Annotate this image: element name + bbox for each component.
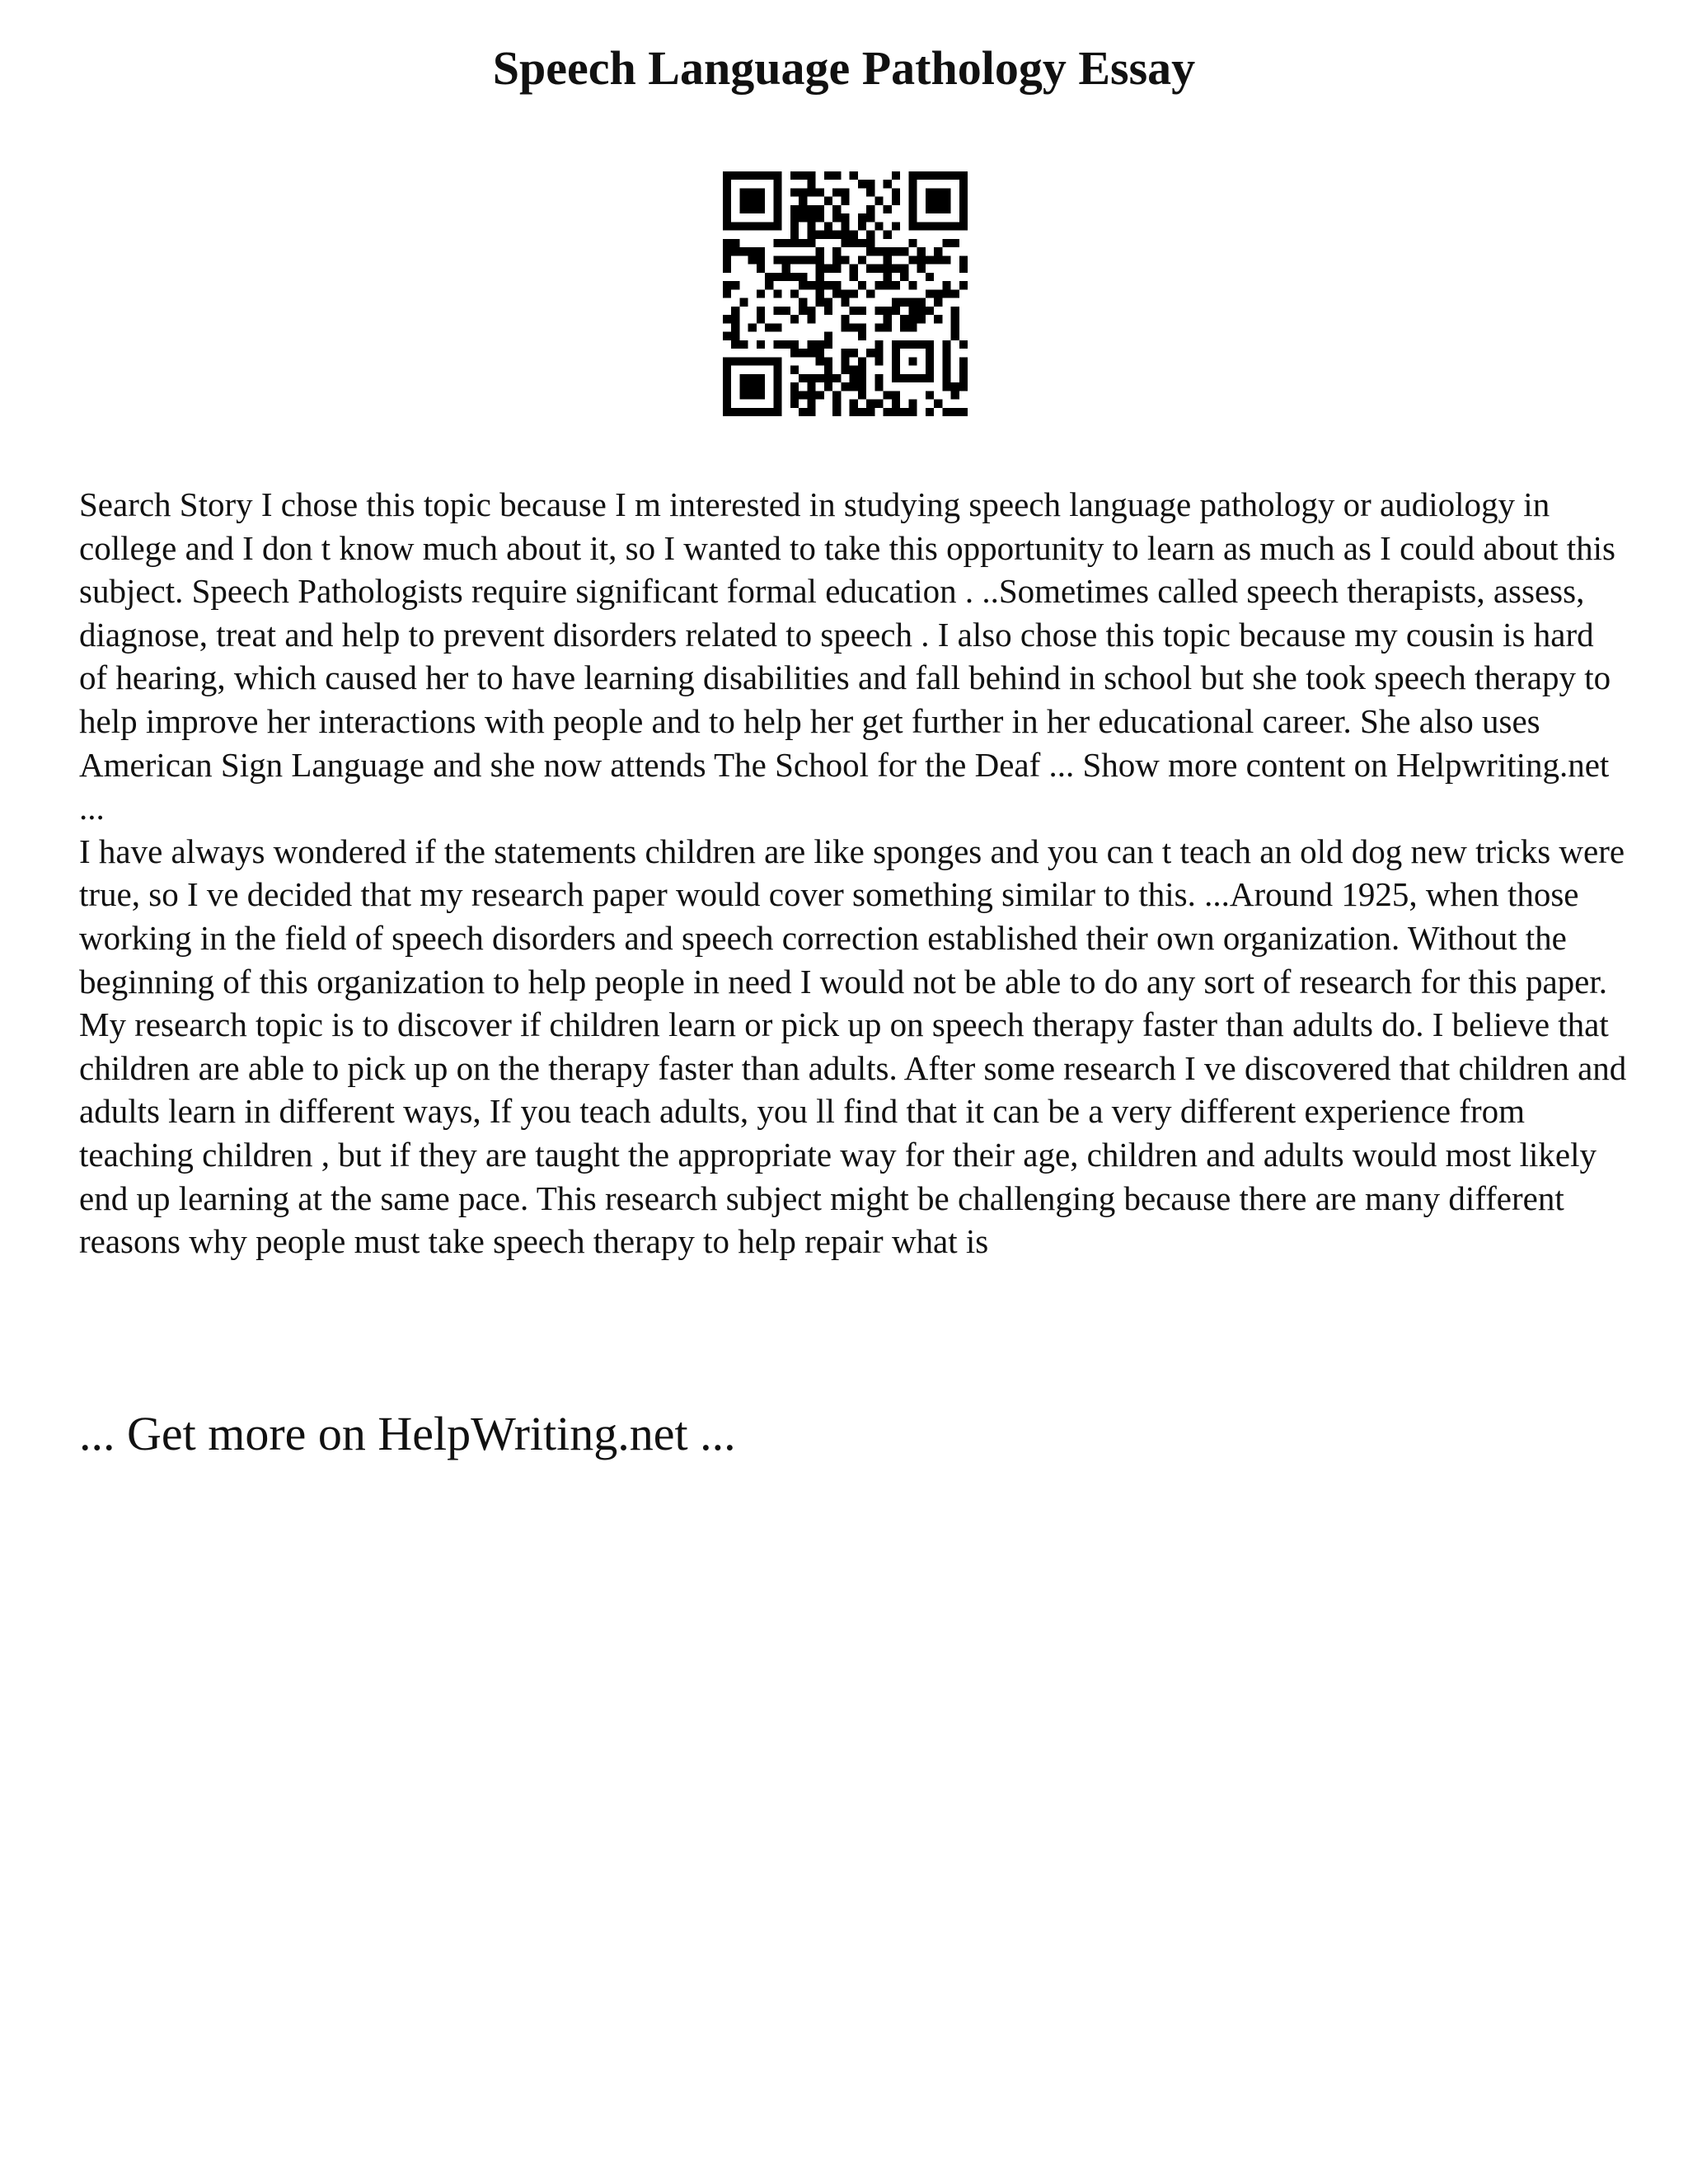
paragraph-2: I have always wondered if the statements children are like sponges and you can t teach an old dog new tricks were true, so I ve decided that my research paper would cover something similar to this. ...Around 1925, when those working in the field of speech disorders and speech correction established their own organization. Without the beginning of this organization to help people in need I would not be able to do any sort of research for this paper. My research topic is to discover if children learn or pick up on speech therapy faster than adults do. I believe that children are able to pick up on the therapy faster than adults. After some research I ve discovered that children and adults learn in different ways, If you teach adults, you ll find that it can be a very different experience from teaching children , but if they are taught the appropriate way for their age, children and adults would most likely end up learning at the same pace. This research subject might be challenging because there are many different reasons why people must take speech therapy to help repair what is [79,832,1627,1261]
page-title: Speech Language Pathology Essay [492,41,1196,95]
qr-code-icon [723,171,968,416]
get-more-link[interactable]: ... Get more on HelpWriting.net ... [79,1407,736,1460]
paragraph-1: Search Story I chose this topic because I m interested in studying speech language pathology or audiology in college and I don t know much about it, so I wanted to take this opportunity to learn as much as I could about this subject. Speech Pathologists require significant formal education . ..Sometimes called speech therapists, assess, diagnose, treat and help to prevent disorders related to speech . I also chose this topic because my cousin is hard of hearing, which caused her to have learning disabilities and fall behind in school but she took speech therapy to help improve her interactions with people and to help her get further in her educational career. She also uses American Sign Language and she now attends The School for the Deaf ... Show more content on Helpwriting.net ... [79,485,1615,827]
essay-body [79,483,1629,1263]
